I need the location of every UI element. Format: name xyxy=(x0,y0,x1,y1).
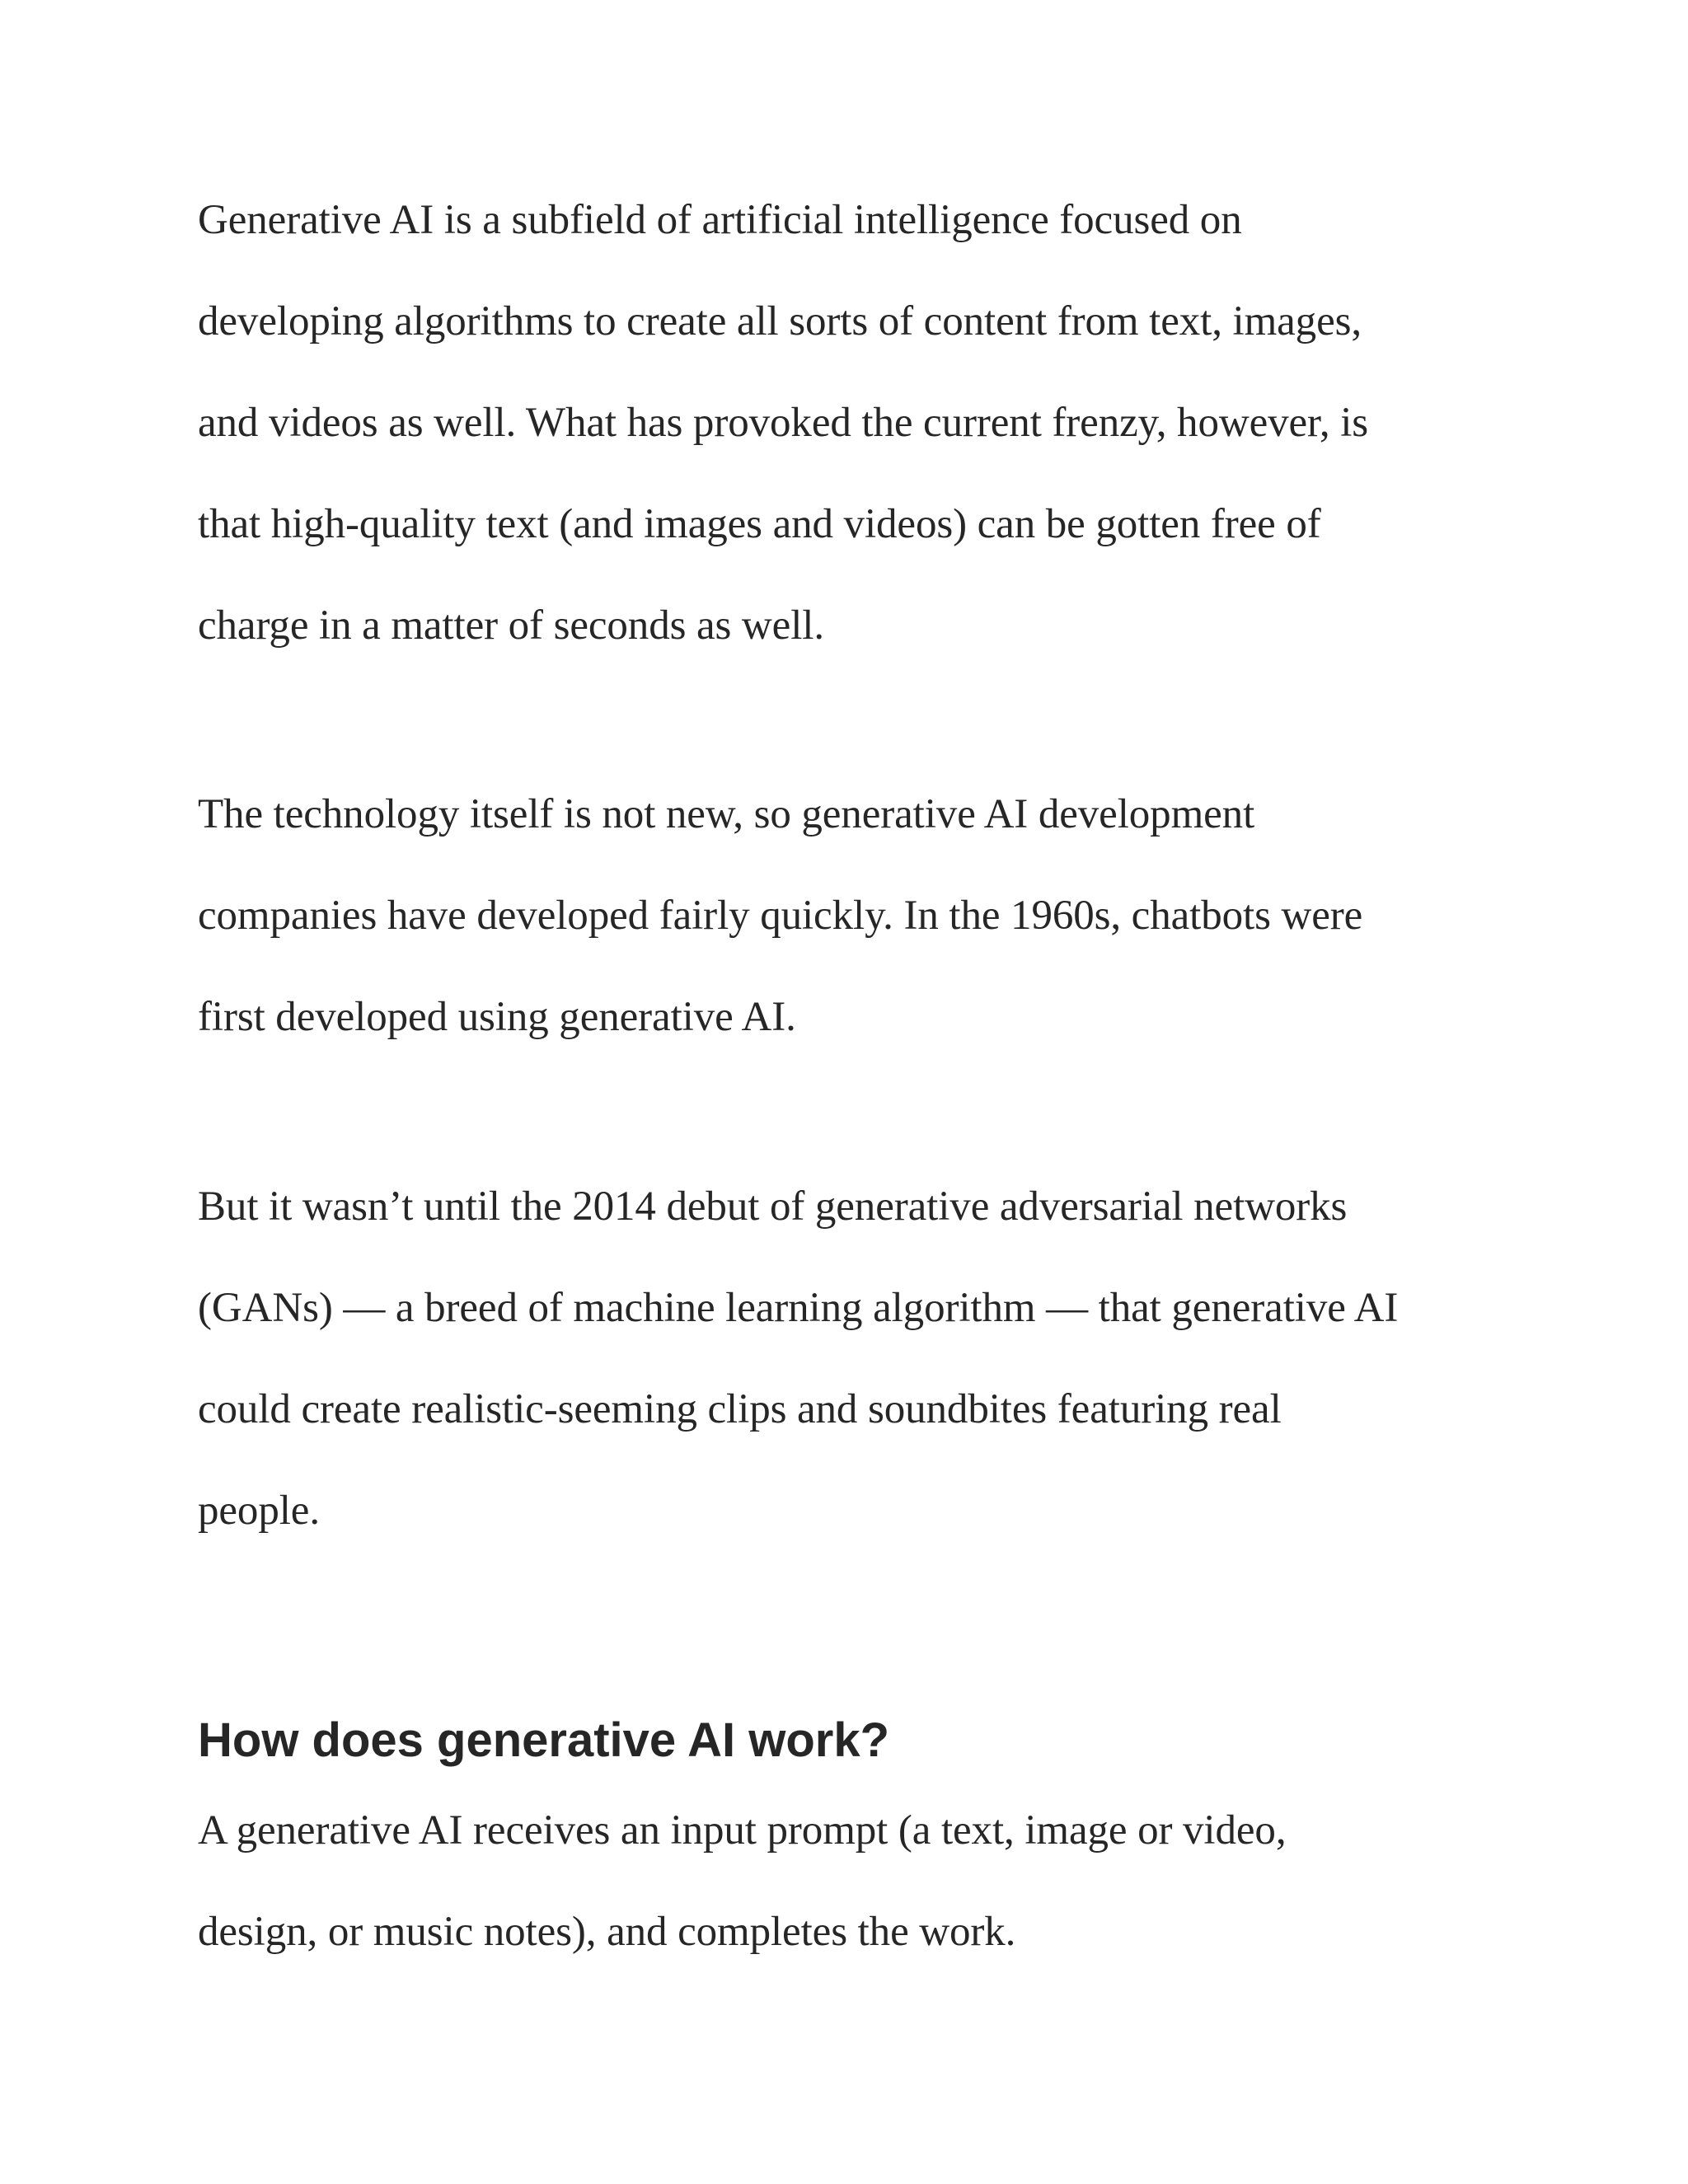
paragraph-line: (GANs) — a breed of machine learning algorithm — that generative AI xyxy=(198,1285,1399,1331)
paragraph-line: could create realistic-seeming clips and soundbites featuring real xyxy=(198,1386,1282,1432)
paragraph-line: companies have developed fairly quickly. In the 1960s, chatbots were xyxy=(198,893,1363,939)
paragraph-line: people. xyxy=(198,1488,320,1534)
section-heading: How does generative AI work? xyxy=(198,1713,890,1767)
paragraph-line: A generative AI receives an input prompt (a text, image or video, xyxy=(198,1807,1287,1854)
paragraph-line: design, or music notes), and completes the work. xyxy=(198,1909,1016,1955)
paragraph-line: Generative AI is a subfield of artificial intelligence focused on xyxy=(198,197,1242,243)
paragraph-line: charge in a matter of seconds as well. xyxy=(198,602,824,649)
paragraph-line: developing algorithms to create all sorts of content from text, images, xyxy=(198,298,1362,344)
paragraph-line: first developed using generative AI. xyxy=(198,994,796,1040)
paragraph-line: and videos as well. What has provoked the current frenzy, however, is xyxy=(198,400,1369,446)
paragraph-line: that high-quality text (and images and videos) can be gotten free of xyxy=(198,501,1321,547)
paragraph-line: But it wasn’t until the 2014 debut of generative adversarial networks xyxy=(198,1183,1348,1230)
paragraph-line: The technology itself is not new, so generative AI development xyxy=(198,791,1255,837)
